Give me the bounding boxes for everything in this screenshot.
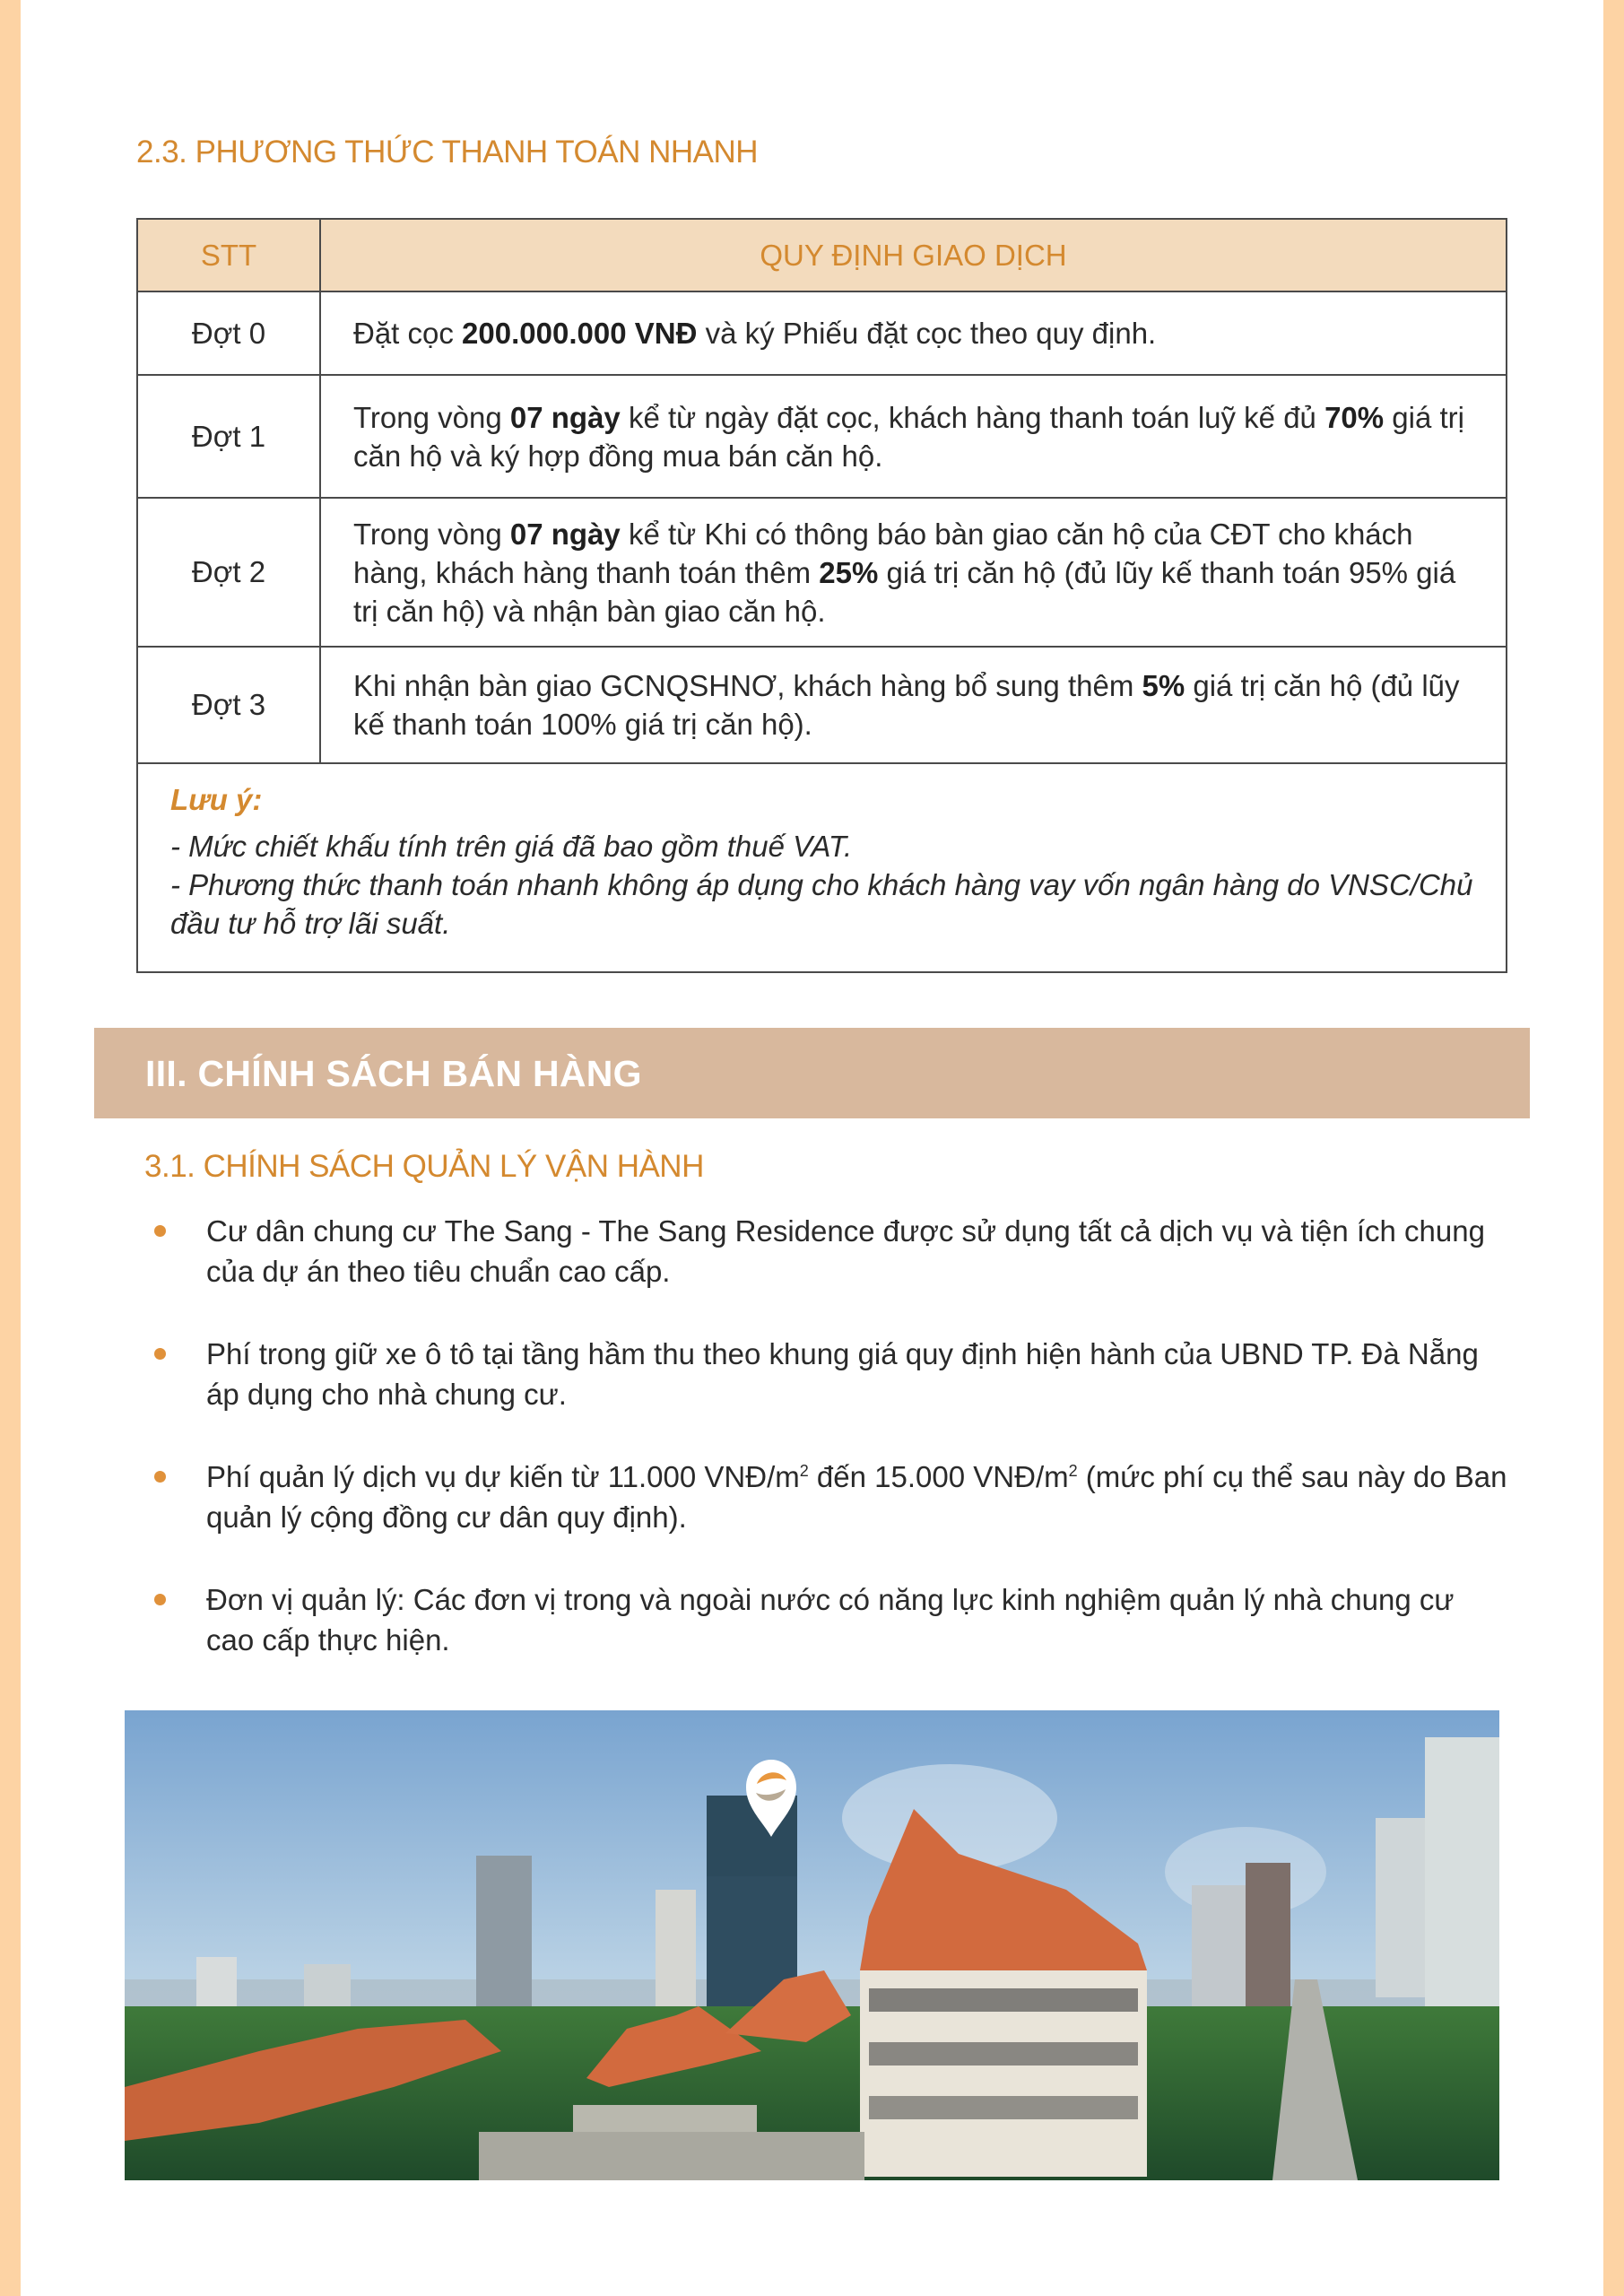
text-segment: giá trị căn hộ và ký hợp đồng mua bán căn hộ.	[353, 400, 1465, 473]
rich-text	[206, 1583, 1454, 1657]
notes-label: Lưu ý:	[170, 783, 263, 816]
list-item	[144, 1211, 1507, 1292]
bullet-icon	[154, 1594, 166, 1605]
list-item	[144, 1334, 1507, 1414]
emphasis-text: 70%	[1324, 400, 1385, 434]
rich-text	[353, 314, 1156, 352]
bullet-icon	[154, 1225, 166, 1237]
management-policy-list	[144, 1211, 1507, 1702]
text-segment: (mức phí cụ thể sau này do Ban quản lý cộng đồng cư dân quy định).	[206, 1460, 1507, 1534]
list-item-text	[206, 1214, 1485, 1288]
installment-label: Đợt 3	[138, 648, 321, 762]
header-rules: QUY ĐỊNH GIAO DỊCH	[760, 239, 1067, 272]
page-border-left	[0, 0, 21, 2296]
table-row	[138, 374, 1506, 497]
text-segment: đến 15.000 VNĐ/m	[808, 1460, 1069, 1493]
text-segment: kể từ ngày đặt cọc, khách hàng thanh toán luỹ kế đủ	[620, 400, 1325, 434]
text-segment: Phí quản lý dịch vụ dự kiến từ 11.000 VNĐ/m	[206, 1460, 800, 1493]
section-heading-management: 3.1. CHÍNH SÁCH QUẢN LÝ VẬN HÀNH	[144, 1149, 704, 1184]
list-item-text	[206, 1337, 1479, 1411]
text-segment: Trong vòng	[353, 517, 510, 551]
table-row	[138, 291, 1506, 374]
rich-text	[353, 666, 1473, 744]
emphasis-text: 07 ngày	[509, 400, 621, 434]
banner-title: III. CHÍNH SÁCH BÁN HÀNG	[145, 1053, 642, 1094]
payment-table	[136, 218, 1507, 973]
installment-label: Đợt 0	[138, 292, 321, 374]
text-segment: giá trị căn hộ (đủ lũy kế thanh toán 95% giá trị căn hộ) và nhận bàn giao căn hộ.	[353, 555, 1456, 628]
installment-rule	[321, 376, 1506, 497]
note-line: - Phương thức thanh toán nhanh không áp dụng cho khách hàng vay vốn ngân hàng do VNSC/Chủ đầu tư hỗ trợ lãi suất.	[170, 868, 1473, 940]
project-aerial-photo	[125, 1710, 1499, 2180]
text-segment: kể từ Khi có thông báo bàn giao căn hộ của CĐT cho khách hàng, khách hàng thanh toán thêm	[353, 517, 1413, 589]
list-item-text	[206, 1583, 1454, 1657]
emphasis-text: 07 ngày	[509, 517, 621, 551]
list-item	[144, 1457, 1507, 1537]
bullet-icon	[154, 1348, 166, 1360]
note-line: - Mức chiết khấu tính trên giá đã bao gồm thuế VAT.	[170, 830, 853, 863]
rich-text	[206, 1214, 1485, 1288]
rich-text	[206, 1460, 1507, 1534]
installment-rule	[321, 292, 1506, 374]
text-segment: Cư dân chung cư The Sang - The Sang Residence được sử dụng tất cả dịch vụ và tiện ích chung của dự án theo tiêu chuẩn cao cấp.	[206, 1214, 1485, 1288]
emphasis-text: 5%	[1142, 669, 1185, 702]
emphasis-text: 200.000.000 VNĐ	[462, 317, 698, 350]
text-segment: Đặt cọc	[353, 317, 463, 350]
list-item-text	[206, 1460, 1507, 1534]
superscript: 2	[799, 1462, 809, 1480]
installment-label: Đợt 2	[138, 499, 321, 646]
page-border-right	[1603, 0, 1624, 2296]
text-segment: Đơn vị quản lý: Các đơn vị trong và ngoài nước có năng lực kinh nghiệm quản lý nhà chung cư cao cấp thực hiện.	[206, 1583, 1455, 1657]
text-segment: giá trị căn hộ (đủ lũy kế thanh toán 100% giá trị căn hộ).	[353, 669, 1460, 741]
table-header-row	[138, 220, 1506, 291]
text-segment: Trong vòng	[353, 400, 510, 434]
installment-label: Đợt 1	[138, 376, 321, 497]
rich-text	[206, 1337, 1479, 1411]
list-item	[144, 1579, 1507, 1660]
table-row	[138, 497, 1506, 646]
section-heading-payment: 2.3. PHƯƠNG THỨC THANH TOÁN NHANH	[136, 135, 759, 170]
text-segment: Phí trong giữ xe ô tô tại tầng hầm thu theo khung giá quy định hiện hành của UBND TP. Đà Nẵng áp dụng cho nhà chung cư.	[206, 1337, 1479, 1411]
bullet-icon	[154, 1471, 166, 1483]
table-row	[138, 646, 1506, 762]
section-banner	[94, 1028, 1530, 1118]
text-segment: Khi nhận bàn giao GCNQSHNƠ, khách hàng bổ sung thêm	[353, 669, 1142, 702]
rich-text	[353, 398, 1473, 475]
emphasis-text: 25%	[819, 555, 879, 589]
text-segment: và ký Phiếu đặt cọc theo quy định.	[697, 317, 1157, 350]
header-stt: STT	[138, 220, 321, 291]
installment-rule	[321, 648, 1506, 762]
installment-rule	[321, 499, 1506, 646]
superscript: 2	[1068, 1462, 1078, 1480]
rich-text	[353, 515, 1473, 631]
table-notes	[138, 762, 1506, 971]
